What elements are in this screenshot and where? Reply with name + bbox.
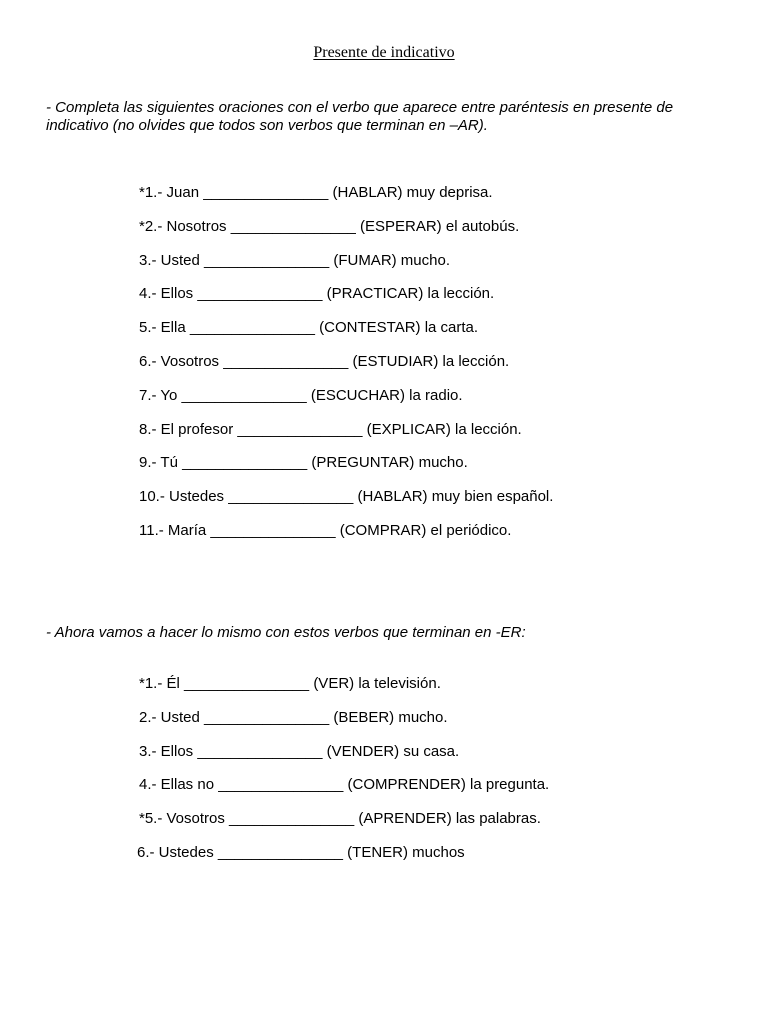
exercise-item: 4.- Ellas no _______________ (COMPRENDER) la pregunta. [139, 776, 550, 794]
exercise-item: *1.- Juan _______________ (HABLAR) muy deprisa. [139, 184, 493, 201]
instruction-er: - Ahora vamos a hacer lo mismo con estos verbos que terminan en -ER: [46, 624, 526, 641]
exercise-item: 2.- Usted _______________ (BEBER) mucho. [139, 708, 448, 726]
exercise-list-ar [139, 184, 553, 556]
exercise-item: 4.- Ellos _______________ (PRACTICAR) la lección. [139, 285, 495, 303]
exercise-item: 6.- Vosotros _______________ (ESTUDIAR) la lección. [139, 352, 510, 370]
exercise-item: 8.- El profesor _______________ (EXPLICAR) la lección. [139, 420, 522, 438]
exercise-item: *2.- Nosotros _______________ (ESPERAR) el autobús. [139, 217, 520, 235]
exercise-item: 10.- Ustedes _______________ (HABLAR) muy bien español. [139, 488, 554, 506]
exercise-item: 9.- Tú _______________ (PREGUNTAR) mucho. [139, 454, 468, 472]
exercise-item: 7.- Yo _______________ (ESCUCHAR) la radio. [139, 386, 463, 404]
exercise-item: 5.- Ella _______________ (CONTESTAR) la carta. [139, 319, 479, 337]
exercise-item: 3.- Ellos _______________ (VENDER) su casa. [139, 742, 460, 760]
exercise-item: *5.- Vosotros _______________ (APRENDER) las palabras. [139, 810, 541, 828]
page-title: Presente de indicativo [313, 44, 455, 61]
exercise-item: *1.- Él _______________ (VER) la televisión. [139, 675, 441, 692]
instruction-ar: - Completa las siguientes oraciones con el verbo que aparece entre paréntesis en presente de indicativo (no olvides que todos son verbos que terminan en –AR). [46, 99, 674, 134]
exercise-list-er [139, 675, 549, 878]
exercise-item: 6.- Ustedes _______________ (TENER) muchos [137, 843, 465, 861]
exercise-item: 11.- María _______________ (COMPRAR) el periódico. [139, 521, 512, 539]
exercise-item: 3.- Usted _______________ (FUMAR) mucho. [139, 251, 451, 269]
